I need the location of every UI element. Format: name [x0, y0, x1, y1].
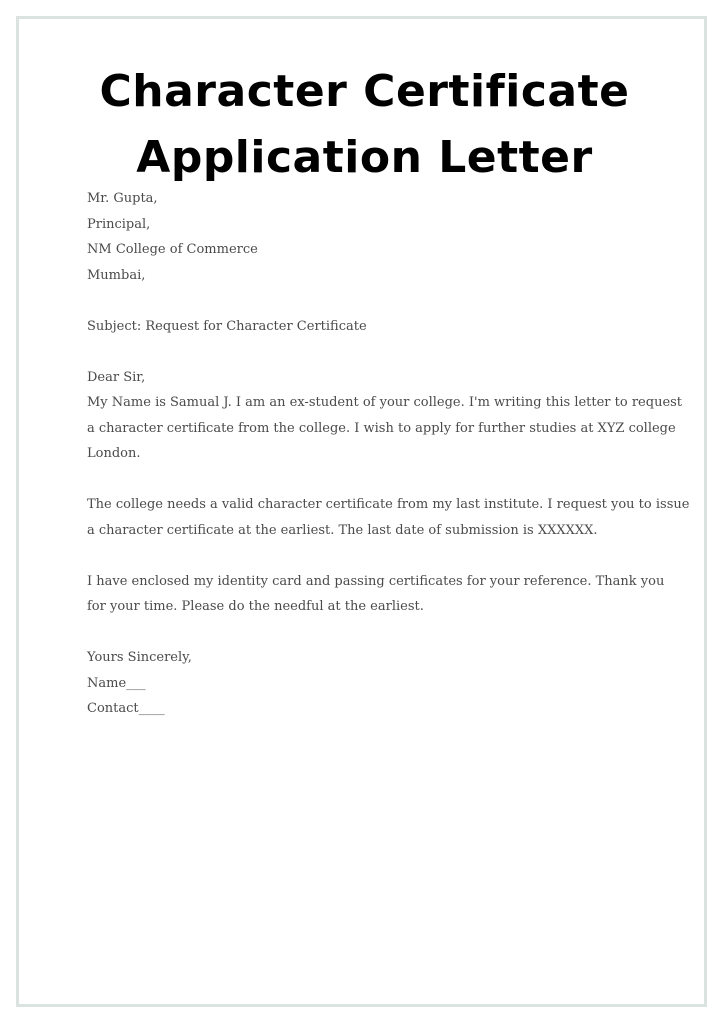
recipient-institution: NM College of Commerce — [87, 242, 258, 257]
letter-body — [87, 186, 690, 722]
title-line-1: Character Certificate — [99, 66, 630, 117]
paragraph-line: My Name is Samual J. I am an ex-student of your college. I'm writing this letter to request — [87, 395, 683, 410]
paragraph-1 — [87, 390, 683, 467]
subject-line: Subject: Request for Character Certificate — [87, 318, 367, 334]
paragraph-2 — [87, 492, 690, 543]
paragraph-line: a character certificate from the college. I wish to apply for further studies at XYZ college — [87, 420, 676, 436]
paragraph-line: for your time. Please do the needful at the earliest. — [87, 599, 424, 614]
recipient-city: Mumbai, — [87, 267, 146, 283]
letter-page — [16, 16, 707, 1007]
paragraph-line: The college needs a valid character certificate from my last institute. I request you to issue — [87, 497, 690, 512]
page-title — [19, 59, 710, 191]
signature-name: Name___ — [87, 675, 146, 691]
recipient-position: Principal, — [87, 216, 151, 232]
paragraph-line: I have enclosed my identity card and passing certificates for your reference. Thank you — [87, 573, 665, 589]
signature-contact: Contact____ — [87, 701, 165, 716]
salutation: Dear Sir, — [87, 369, 146, 385]
paragraph-3 — [87, 569, 665, 620]
title-line-2: Application Letter — [136, 132, 593, 183]
paragraph-line: London. — [87, 446, 141, 461]
closing-block — [87, 645, 652, 722]
paragraph-line: a character certificate at the earliest. The last date of submission is XXXXXX. — [87, 522, 598, 538]
signoff: Yours Sincerely, — [87, 650, 192, 665]
recipient-name: Mr. Gupta, — [87, 191, 158, 206]
recipient-address — [87, 186, 652, 288]
